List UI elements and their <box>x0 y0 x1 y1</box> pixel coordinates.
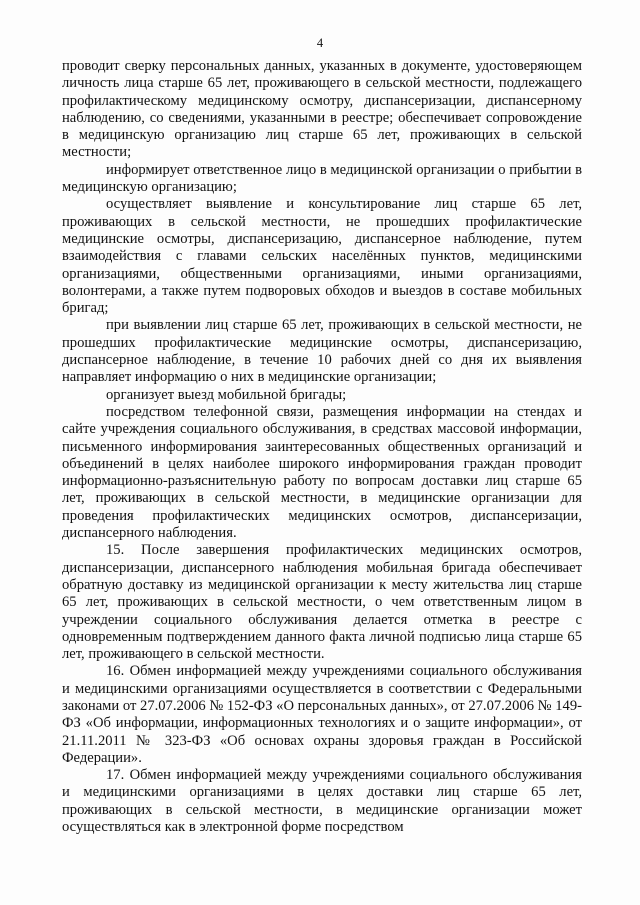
paragraph-sends-information: при выявлении лиц старше 65 лет, проживающих в сельской местности, не прошедших профилактические медицинские осмотры, диспансеризацию, диспансерное наблюдение, в течение 10 рабочих дней со дня их выявления направляет информацию о них в медицинские организации; <box>62 317 582 386</box>
paragraph-outreach: посредством телефонной связи, размещения информации на стендах и сайте учреждения социального обслуживания, в средствах массовой информации, письменного информирования заинтересованных общественных организаций и объединений в целях наиболее широкого информирования граждан проводит информационно-разъяснительную работу по вопросам доставки лиц старше 65 лет, проживающих в сельской местности, в медицинские организации для проведения профилактических медицинских осмотров, диспансеризации, диспансерного наблюдения. <box>62 403 582 542</box>
paragraph-item-16: 16. Обмен информацией между учреждениями социального обслуживания и медицинскими организациями осуществляется в соответствии с Федеральными законами от 27.07.2006 № 152-ФЗ «О персональных данных», от 27.07.2006 № 149-ФЗ «Об информации, информационных технологиях и о защите информации», от 21.11.2011 № 323-ФЗ «Об основах охраны здоровья граждан в Российской Федерации». <box>62 663 582 766</box>
page-number: 4 <box>316 36 324 50</box>
paragraph-informs-responsible: информирует ответственное лицо в медицинской организации о прибытии в медицинскую организацию; <box>62 161 582 196</box>
document-body <box>62 58 582 836</box>
paragraph-verification: проводит сверку персональных данных, указанных в документе, удостоверяющем личность лица старше 65 лет, проживающего в сельской местности, подлежащего профилактическому медицинскому осмотру, диспансеризации, диспансерному наблюдению, со сведениями, указанными в реестре; обеспечивает сопровождение в медицинскую организацию лиц старше 65 лет, проживающих в сельской местности; <box>62 58 582 161</box>
paragraph-mobile-brigade: организует выезд мобильной бригады; <box>106 386 347 403</box>
paragraph-item-15: 15. После завершения профилактических медицинских осмотров, диспансеризации, диспансерного наблюдения мобильная бригада обеспечивает обратную доставку из медицинской организации к месту жительства лиц старше 65 лет, проживающих в сельской местности, о чем ответственным лицом в учреждении социального обслуживания делается отметка в реестре с одновременным подтверждением данного факта личной подписью лица старше 65 лет, проживающего в сельской местности. <box>62 542 582 663</box>
paragraph-item-17: 17. Обмен информацией между учреждениями социального обслуживания и медицинскими организациями в целях доставки лиц старше 65 лет, проживающих в сельской местности, в медицинские организации может осуществляться как в электронной форме посредством <box>62 767 582 836</box>
paragraph-identification: осуществляет выявление и консультирование лиц старше 65 лет, проживающих в сельской местности, не прошедших профилактические медицинские осмотры, диспансеризацию, диспансерное наблюдение, путем взаимодействия с главами сельских населённых пунктов, медицинскими организациями, общественными организациями, иными организациями, волонтерами, а также путем подворовых обходов и выездов в составе мобильных бригад; <box>62 196 582 317</box>
